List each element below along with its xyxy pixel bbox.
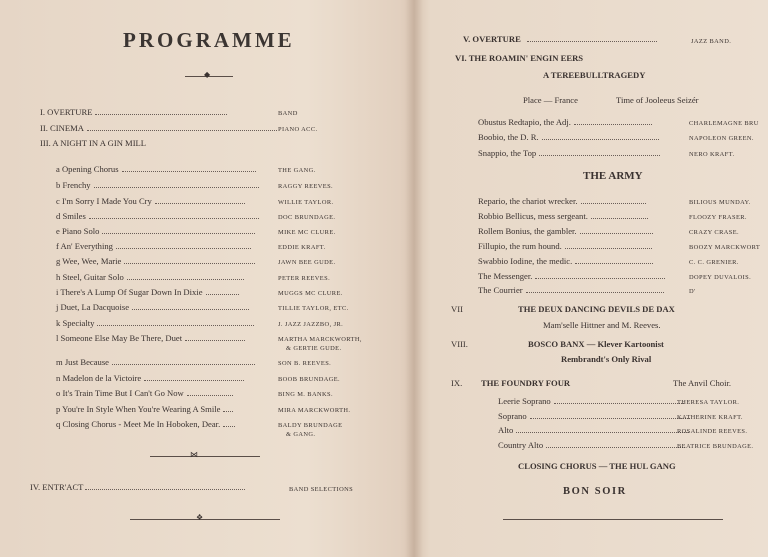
gin-mill-item: a Opening Chorus xyxy=(56,164,256,174)
gin-mill-item: e Piano Solo xyxy=(56,226,255,236)
gin-mill-item: o It's Train Time But I Can't Go Now xyxy=(56,388,233,398)
gin-mill-performer: MARTHA MARCKWORTH, xyxy=(278,336,362,343)
gin-mill-performer: JAWN BEE GUDE. xyxy=(278,259,336,266)
gin-mill-item: j Duet, La Dacquoise xyxy=(56,302,249,312)
overture-perf: JAZZ BAND. xyxy=(691,38,732,45)
gin-mill-performer: J. JAZZ JAZZBO, JR. xyxy=(278,321,344,328)
cast-role: Rollem Bonius, the gambler. xyxy=(478,226,653,236)
gin-mill-performer: DOC BRUNDAGE. xyxy=(278,214,336,221)
gin-mill-performer: TILLIE TAYLOR, ETC. xyxy=(278,305,349,312)
gin-mill-item: d Smiles xyxy=(56,211,259,221)
gin-mill-performer: EDDIE KRAFT. xyxy=(278,244,326,251)
act-vi-subtitle: A TEREEBULLTRAGEDY xyxy=(543,70,646,80)
gin-mill-item: k Specialty xyxy=(56,318,254,328)
gin-mill-performer: BING M. BANKS. xyxy=(278,391,333,398)
gin-mill-item: h Steel, Guitar Solo xyxy=(56,272,244,282)
cast-role: Repario, the chariot wrecker. xyxy=(478,196,646,206)
act-viii-sub: Rembrandt's Only Rival xyxy=(561,354,652,364)
cast-role: Fillupio, the rum hound. xyxy=(478,241,652,251)
gin-mill-item: g Wee, Wee, Marie xyxy=(56,256,255,266)
gin-mill-performer: BOOB BRUNDAGE. xyxy=(278,376,341,383)
gin-mill-item: i There's A Lump Of Sugar Down In Dixie xyxy=(56,287,239,297)
act-ix-perf: The Anvil Choir. xyxy=(673,378,732,388)
cast-role: Soprano xyxy=(498,411,690,421)
cast-role: The Courrier xyxy=(478,285,664,295)
overture-row: V. OVERTURE xyxy=(463,34,657,44)
act-vii-sub: Mam'selle Hittner and M. Reeves. xyxy=(543,320,661,330)
gin-mill-performer: SON B. REEVES. xyxy=(278,360,332,367)
programme-item: III. A NIGHT IN A GIN MILL xyxy=(40,138,147,148)
entracte-perf: BAND SELECTIONS xyxy=(289,486,354,493)
gin-mill-performer: THE GANG. xyxy=(278,167,316,174)
gin-mill-performer: MIKE MC CLURE. xyxy=(278,229,336,236)
cast-role: Robbio Bellicus, mess sergeant. xyxy=(478,211,648,221)
programme-item: I. OVERTURE xyxy=(40,107,227,117)
act-vi-title: VI. THE ROAMIN' ENGIN EERS xyxy=(455,53,584,63)
gin-mill-performer: MUGGS MC CLURE. xyxy=(278,290,343,297)
gin-mill-performer: PETER REEVES. xyxy=(278,275,331,282)
gin-mill-item: c I'm Sorry I Made You Cry xyxy=(56,196,245,206)
gin-mill-performer: MIRA MARCKWORTH. xyxy=(278,407,351,414)
cast-actor: BILIOUS MUNDAY. xyxy=(689,199,751,206)
cast-actor: DOPEY DUVALOIS. xyxy=(689,274,752,281)
act-vii-title: THE DEUX DANCING DEVILS DE DAX xyxy=(518,304,675,314)
bottom-divider xyxy=(130,519,280,520)
army-title: THE ARMY xyxy=(583,170,643,182)
cast-role: Country Alto xyxy=(498,440,685,450)
cast-actor: FLOOZY FRASER. xyxy=(689,214,747,221)
divider-ornament: ❖ xyxy=(196,513,204,522)
entracte-row xyxy=(30,482,245,492)
gin-mill-item: m Just Because xyxy=(56,357,255,367)
cast-role: The Messenger. xyxy=(478,271,665,281)
closing-divider xyxy=(503,519,723,520)
bon-soir: BON SOIR xyxy=(563,486,627,497)
act-viii-num: VIII. xyxy=(451,339,468,349)
act-ix-title: THE FOUNDRY FOUR xyxy=(481,378,571,388)
cast-actor: D' xyxy=(689,288,696,295)
cast-actor: C. C. GRENIER. xyxy=(689,259,739,266)
act-vi-place: Place — France xyxy=(523,95,578,105)
cast-role: Leerie Soprano xyxy=(498,396,684,406)
programme-item-perf: PIANO ACC. xyxy=(278,126,318,133)
divider-ornament: ⋈ xyxy=(190,450,198,459)
gin-mill-item: p You're In Style When You're Wearing A Smile xyxy=(56,404,233,414)
gin-mill-performer: BALDY BRUNDAGE xyxy=(278,422,343,429)
cast-actor: NERO KRAFT. xyxy=(689,151,735,158)
cast-role: Boobio, the D. R. xyxy=(478,132,659,142)
cast-actor: CRAZY CRASE. xyxy=(689,229,740,236)
page-fold xyxy=(405,0,423,557)
cast-actor: ROSALINDE REEVES. xyxy=(677,428,748,435)
gin-mill-item: l Someone Else May Be There, Duet xyxy=(56,333,245,343)
cast-actor: THERESA TAYLOR. xyxy=(677,399,740,406)
cast-actor: BOOZY MARCKWORT xyxy=(689,244,761,251)
gin-mill-item: f An' Everything xyxy=(56,241,251,251)
gin-mill-item: q Closing Chorus - Meet Me In Hoboken, Dear. xyxy=(56,419,235,429)
gin-mill-performer: RAGGY REEVES. xyxy=(278,183,334,190)
gin-mill-performer: & GANG. xyxy=(286,431,316,438)
programme-item: II. CINEMA xyxy=(40,123,277,133)
right-page xyxy=(423,0,768,557)
cast-actor: BEATRICE BRUNDAGE. xyxy=(677,443,754,450)
gin-mill-item: n Madelon de la Victoire xyxy=(56,373,244,383)
cast-role: Obustus Redtapio, the Adj. xyxy=(478,117,652,127)
cast-role: Swabbio Iodine, the medic. xyxy=(478,256,653,266)
act-viii-title: BOSCO BANX — Klever Kartoonist xyxy=(528,339,664,349)
programme-item-perf: BAND xyxy=(278,110,298,117)
cast-role: Alto xyxy=(498,425,689,435)
act-vi-time: Time of Jooleeus Seizér xyxy=(616,95,699,105)
divider-ornament: ◆ xyxy=(204,70,211,79)
entracte-label: IV. ENTR'ACT xyxy=(30,482,84,492)
cast-actor: NAPOLEON GREEN. xyxy=(689,135,754,142)
closing-chorus: CLOSING CHORUS — THE HUL GANG xyxy=(518,461,676,471)
act-vii-num: VII xyxy=(451,304,463,314)
section-divider xyxy=(150,456,260,457)
cast-role: Snappio, the Top xyxy=(478,148,660,158)
act-ix-num: IX. xyxy=(451,378,463,388)
programme-title: PROGRAMME xyxy=(123,28,295,52)
gin-mill-performer: & GERTIE GUDE. xyxy=(286,345,342,352)
cast-actor: CHARLEMAGNE BRU xyxy=(689,120,759,127)
cast-actor: KATHERINE KRAFT. xyxy=(677,414,743,421)
gin-mill-performer: WILLIE TAYLOR. xyxy=(278,199,334,206)
gin-mill-item: b Frenchy xyxy=(56,180,259,190)
